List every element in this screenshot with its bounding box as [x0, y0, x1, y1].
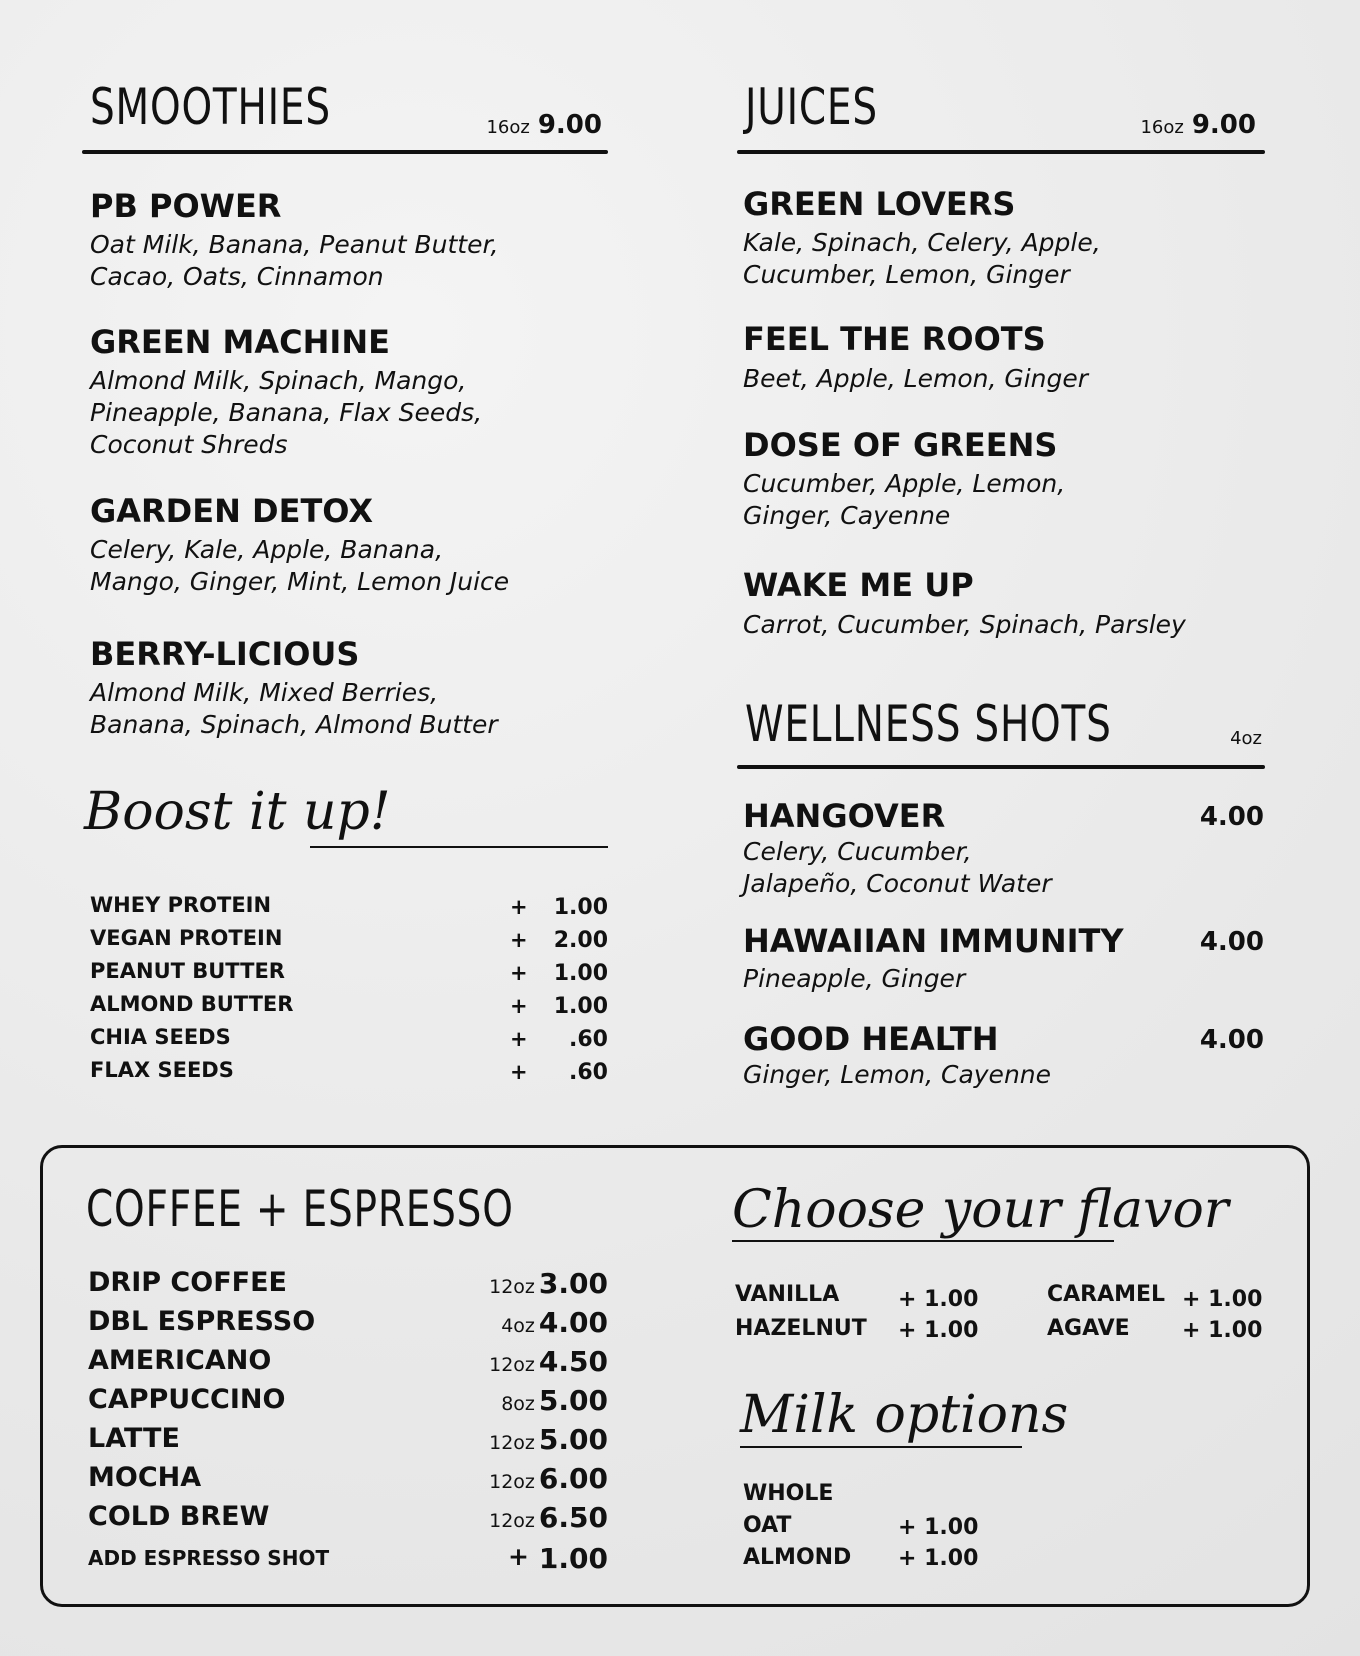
coffee-name: AMERICANO: [88, 1345, 272, 1376]
coffee-size-price: [489, 1423, 608, 1456]
smoothies-title: SMOOTHIES: [90, 78, 331, 136]
addon-name: CHIA SEEDS: [90, 1025, 231, 1049]
list-item: [88, 1345, 608, 1383]
coffee-size: 12oz: [489, 1510, 535, 1532]
item-desc: Cacao, Oats, Cinnamon: [90, 262, 384, 291]
addon-price: 1.00: [553, 994, 608, 1019]
coffee-size-price: [501, 1306, 608, 1339]
list-item: [90, 992, 608, 1025]
item-desc: Almond Milk, Spinach, Mango,: [90, 366, 467, 395]
milk-name: OAT: [743, 1513, 792, 1538]
addon-name: VEGAN PROTEIN: [90, 926, 283, 950]
milk-price: + 1.00: [898, 1515, 979, 1540]
flavor-rule: [732, 1240, 1114, 1242]
addon-name: FLAX SEEDS: [90, 1058, 234, 1082]
juices-rule: [737, 150, 1265, 154]
coffee-name: DRIP COFFEE: [88, 1267, 287, 1298]
flavor-price: + 1.00: [1182, 1287, 1263, 1312]
item-desc: Cucumber, Apple, Lemon,: [743, 469, 1066, 498]
boost-title: Boost it up!: [84, 782, 391, 842]
flavor-price: + 1.00: [1182, 1318, 1263, 1343]
flavor-name: HAZELNUT: [735, 1316, 867, 1341]
juices-title: JUICES: [745, 78, 878, 136]
flavor-name: CARAMEL: [1047, 1282, 1166, 1307]
list-item: [88, 1462, 608, 1500]
coffee-name: CAPPUCCINO: [88, 1384, 286, 1415]
list-item: [88, 1501, 608, 1539]
addon-plus: +: [510, 994, 528, 1018]
coffee-size: 12oz: [489, 1432, 535, 1454]
item-desc: Celery, Kale, Apple, Banana,: [90, 535, 444, 564]
addon-name: WHEY PROTEIN: [90, 893, 272, 917]
coffee-size-price: [501, 1384, 608, 1417]
item-desc: Carrot, Cucumber, Spinach, Parsley: [743, 610, 1186, 639]
juices-size: 16oz: [1140, 117, 1184, 138]
item-desc: Ginger, Cayenne: [743, 501, 951, 530]
boost-list: [90, 893, 608, 1103]
juices-price: 9.00: [1191, 110, 1256, 140]
item-desc: Ginger, Lemon, Cayenne: [743, 1060, 1052, 1089]
coffee-size: 12oz: [489, 1354, 535, 1376]
addon-plus: +: [510, 895, 528, 919]
addon-price: 1.00: [553, 961, 608, 986]
coffee-price: 6.50: [538, 1501, 608, 1534]
coffee-price: 4.50: [538, 1345, 608, 1378]
coffee-price: 3.00: [538, 1267, 608, 1300]
milk-title: Milk options: [740, 1385, 1069, 1445]
smoothies-size: 16oz: [486, 117, 530, 138]
coffee-size-price: [489, 1462, 608, 1495]
coffee-addon-plus: +: [508, 1542, 529, 1571]
list-item: [88, 1384, 608, 1422]
item-desc: Pineapple, Ginger: [743, 964, 966, 993]
coffee-name: DBL ESPRESSO: [88, 1306, 316, 1337]
smoothies-size-price: [486, 110, 602, 140]
item-price: 4.00: [1199, 1025, 1264, 1055]
coffee-size: 12oz: [489, 1471, 535, 1493]
item-desc: Beet, Apple, Lemon, Ginger: [743, 364, 1089, 393]
item-price: 4.00: [1199, 802, 1264, 832]
coffee-price: 4.00: [538, 1306, 608, 1339]
item-desc: Kale, Spinach, Celery, Apple,: [743, 228, 1101, 257]
coffee-addon-price: 1.00: [538, 1542, 608, 1575]
milk-name: WHOLE: [743, 1481, 834, 1506]
addon-price: .60: [569, 1027, 608, 1052]
addon-name: ALMOND BUTTER: [90, 992, 294, 1016]
list-item: [90, 959, 608, 992]
list-item: [90, 893, 608, 926]
coffee-size-price: [489, 1345, 608, 1378]
item-name: HAWAIIAN IMMUNITY: [743, 922, 1124, 960]
milk-name: ALMOND: [743, 1545, 852, 1570]
addon-plus: +: [510, 928, 528, 952]
flavor-name: AGAVE: [1047, 1316, 1130, 1341]
item-name: WAKE ME UP: [743, 566, 974, 604]
juices-size-price: [1140, 110, 1256, 140]
shots-rule: [737, 765, 1265, 769]
item-name: HANGOVER: [743, 797, 946, 835]
smoothies-rule: [82, 150, 608, 154]
flavor-title: Choose your flavor: [732, 1180, 1229, 1240]
list-item: [88, 1306, 608, 1344]
coffee-price: 5.00: [538, 1384, 608, 1417]
item-price: 4.00: [1199, 927, 1264, 957]
list-item: [90, 1058, 608, 1091]
milk-rule: [740, 1446, 1022, 1448]
coffee-name: MOCHA: [88, 1462, 202, 1493]
item-desc: Coconut Shreds: [90, 430, 288, 459]
coffee-name: COLD BREW: [88, 1501, 270, 1532]
item-name: GREEN LOVERS: [743, 185, 1016, 223]
milk-price: + 1.00: [898, 1546, 979, 1571]
coffee-size: 12oz: [489, 1276, 535, 1298]
item-name: FEEL THE ROOTS: [743, 320, 1046, 358]
item-desc: Oat Milk, Banana, Peanut Butter,: [90, 230, 499, 259]
addon-price: .60: [569, 1060, 608, 1085]
item-desc: Banana, Spinach, Almond Butter: [90, 710, 498, 739]
list-item: [88, 1423, 608, 1461]
coffee-size: 8oz: [501, 1393, 535, 1415]
shots-size: 4oz: [1230, 728, 1262, 749]
smoothies-price: 9.00: [537, 110, 602, 140]
flavor-price: + 1.00: [898, 1287, 979, 1312]
addon-price: 2.00: [553, 928, 608, 953]
item-desc: Almond Milk, Mixed Berries,: [90, 678, 439, 707]
flavor-price: + 1.00: [898, 1318, 979, 1343]
coffee-size: 4oz: [501, 1315, 535, 1337]
item-desc: Pineapple, Banana, Flax Seeds,: [90, 398, 483, 427]
item-name: BERRY-LICIOUS: [90, 635, 360, 673]
list-item: [90, 1025, 608, 1058]
addon-name: PEANUT BUTTER: [90, 959, 285, 983]
item-desc: Jalapeño, Coconut Water: [743, 869, 1052, 898]
item-name: GOOD HEALTH: [743, 1020, 999, 1058]
coffee-name: LATTE: [88, 1423, 180, 1454]
item-name: GARDEN DETOX: [90, 492, 373, 530]
item-name: GREEN MACHINE: [90, 323, 390, 361]
coffee-price: 5.00: [538, 1423, 608, 1456]
boost-rule: [310, 846, 608, 848]
coffee-price: 6.00: [538, 1462, 608, 1495]
addon-plus: +: [510, 961, 528, 985]
addon-plus: +: [510, 1027, 528, 1051]
addon-plus: +: [510, 1060, 528, 1084]
shots-title: WELLNESS SHOTS: [745, 695, 1112, 753]
addon-price: 1.00: [553, 895, 608, 920]
coffee-addon-name: ADD ESPRESSO SHOT: [88, 1546, 330, 1570]
coffee-addon-row: [88, 1542, 608, 1580]
coffee-size-price: [489, 1267, 608, 1300]
item-desc: Cucumber, Lemon, Ginger: [743, 260, 1070, 289]
flavor-name: VANILLA: [735, 1282, 840, 1307]
item-desc: Celery, Cucumber,: [743, 837, 972, 866]
item-name: PB POWER: [90, 187, 282, 225]
list-item: [88, 1267, 608, 1305]
coffee-title: COFFEE + ESPRESSO: [86, 1180, 514, 1238]
item-name: DOSE OF GREENS: [743, 426, 1058, 464]
item-desc: Mango, Ginger, Mint, Lemon Juice: [90, 567, 510, 596]
list-item: [90, 926, 608, 959]
coffee-size-price: [489, 1501, 608, 1534]
